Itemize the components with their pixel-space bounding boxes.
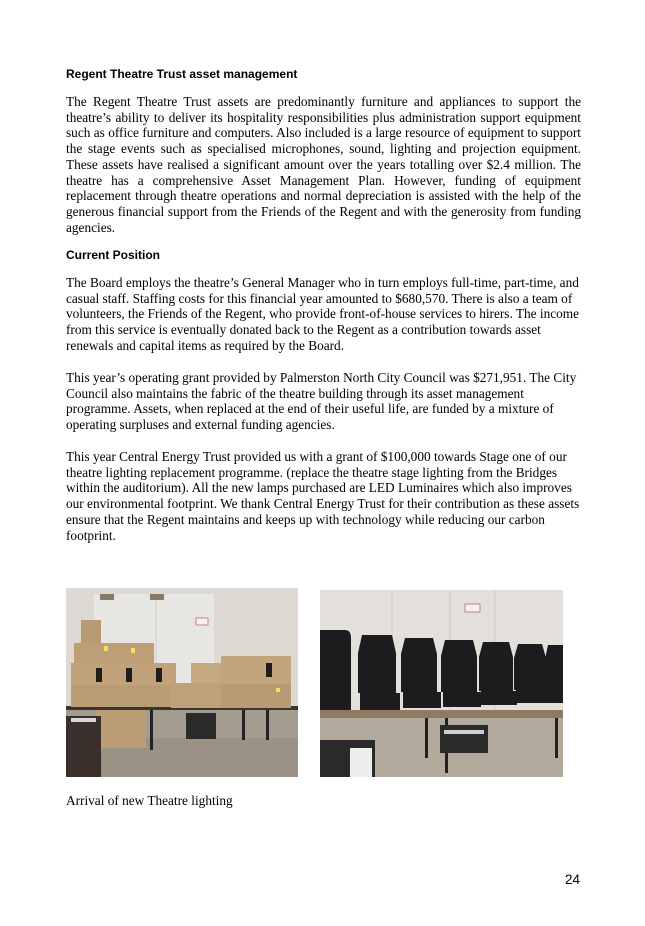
page-number: 24 bbox=[565, 872, 581, 887]
paragraph-staffing: The Board employs the theatre’s General Manager who in turn employs full-time, part-time, and casual staff. Staffing costs for this financial year amounted to $680,570. There is also a team of volunteers, the Friends of the Regent, who provide front-of-house services to hirers. The income from this service is eventually donated back to the Regent as a contribution towards asset renewals and capital items as required by the Board. bbox=[66, 275, 580, 353]
paragraph-central-energy-trust: This year Central Energy Trust provided us with a grant of $100,000 towards Stage one of our theatre lighting replacement programme. (replace the theatre stage lighting from the Bridges within the auditorium). All the new lamps purchased are LED Luminaires which also improves our environmental footprint. We thank Central Energy Trust for their contribution as these assets ensure that the Regent maintains and keeps up with technology while reducing our carbon footprint. bbox=[66, 449, 580, 543]
paragraph-operating-grant: This year’s operating grant provided by Palmerston North City Council was $271,951. The City Council also maintains the fabric of the theatre building through its asset management programme. Assets, when replaced at the end of their useful life, are funded by a mixture of operating surpluses and external funding agencies. bbox=[66, 370, 577, 433]
paragraph-asset-management: The Regent Theatre Trust assets are predominantly furniture and appliances to support the theatre’s ability to deliver its hospitality responsibilities plus administration support equipment such as office furniture and computers. Also included is a large resource of equipment to support the stage events such as specialised microphones, sound, lighting and projection equipment. These assets have realised a significant amount over the years totalling over $2.4 million. The theatre has a comprehensive Asset Management Plan. However, funding of equipment replacement through theatre operations and normal depreciation is assisted with the help of the generous financial support from the Friends of the Regent and with the generosity from funding agencies. bbox=[66, 94, 581, 235]
photo-luminaires-illustration bbox=[320, 590, 563, 777]
photo-luminaires bbox=[320, 590, 563, 777]
section-heading-asset-management: Regent Theatre Trust asset management bbox=[66, 67, 298, 81]
section-heading-current-position: Current Position bbox=[66, 248, 161, 262]
photo-caption: Arrival of new Theatre lighting bbox=[66, 793, 233, 808]
photo-boxes-illustration bbox=[66, 588, 298, 777]
photo-boxes bbox=[66, 588, 298, 777]
